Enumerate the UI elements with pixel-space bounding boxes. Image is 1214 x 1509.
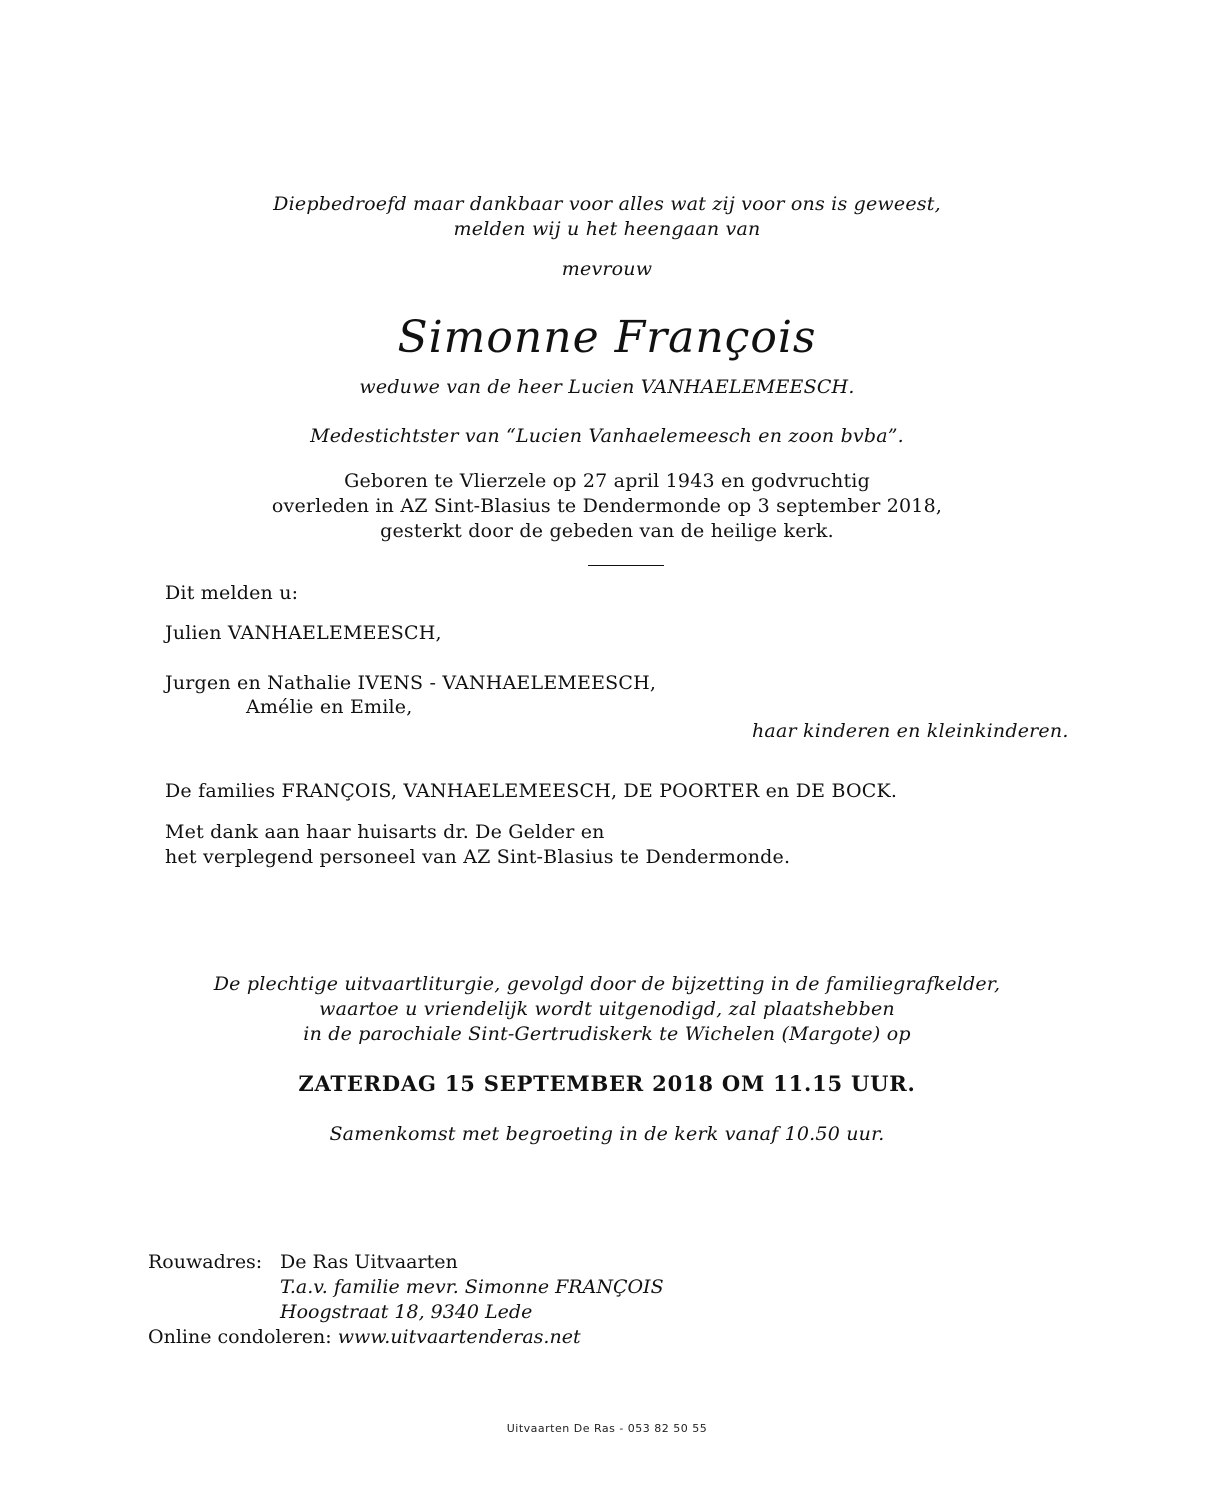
birth-line: Geboren te Vlierzele op 27 april 1943 en godvruchtig <box>344 470 870 492</box>
widow-of: weduwe van de heer Lucien VANHAELEMEESCH. <box>359 376 855 398</box>
ceremony-line-3: in de parochiale Sint-Gertrudiskerk te Wichelen (Margote) op <box>303 1023 911 1045</box>
gathering-note: Samenkomst met begroeting in de kerk vanaf 10.50 uur. <box>329 1123 885 1145</box>
ceremony-datetime: ZATERDAG 15 SEPTEMBER 2018 OM 11.15 UUR. <box>298 1071 916 1096</box>
announcers-heading: Dit melden u: <box>165 582 299 604</box>
announcer-2: Jurgen en Nathalie IVENS - VANHAELEMEESCH, <box>165 672 657 694</box>
cofounder-note: Medestichtster van “Lucien Vanhaelemeesch en zoon bvba”. <box>310 425 904 447</box>
footer-contact: Uitvaarten De Ras - 053 82 50 55 <box>506 1422 708 1435</box>
blessing-line: gesterkt door de gebeden van de heilige kerk. <box>380 520 834 542</box>
section-divider <box>588 565 664 566</box>
ceremony-text <box>0 972 1214 1047</box>
deceased-name: Simonne François <box>397 312 817 363</box>
intro-line-2: melden wij u het heengaan van <box>453 218 761 240</box>
death-line: overleden in AZ Sint-Blasius te Dendermonde op 3 september 2018, <box>271 495 943 517</box>
grandchildren: Amélie en Emile, <box>246 696 413 718</box>
address-line-2: T.a.v. familie mevr. Simonne FRANÇOIS <box>280 1276 664 1298</box>
birth-death-text <box>0 469 1214 544</box>
online-condolence-label: Online condoleren: <box>148 1326 332 1348</box>
relation-note: haar kinderen en kleinkinderen. <box>752 720 1069 742</box>
mourning-address <box>148 1250 664 1350</box>
intro-text <box>0 192 1214 242</box>
address-label: Rouwadres: <box>148 1251 263 1273</box>
address-line-3: Hoogstraat 18, 9340 Lede <box>280 1301 533 1323</box>
ceremony-line-1: De plechtige uitvaartliturgie, gevolgd door de bijzetting in de familiegrafkelder, <box>213 973 1001 995</box>
address-line-1: De Ras Uitvaarten <box>280 1251 458 1273</box>
title-prefix: mevrouw <box>561 258 653 280</box>
thanks-text <box>165 820 790 870</box>
online-condolence-link[interactable]: www.uitvaartenderas.net <box>337 1326 581 1348</box>
intro-line-1: Diepbedroefd maar dankbaar voor alles wat zij voor ons is geweest, <box>273 193 941 215</box>
ceremony-line-2: waartoe u vriendelijk wordt uitgenodigd, zal plaatshebben <box>319 998 895 1020</box>
families: De families FRANÇOIS, VANHAELEMEESCH, DE POORTER en DE BOCK. <box>165 780 898 802</box>
thanks-line-1: Met dank aan haar huisarts dr. De Gelder en <box>165 821 605 843</box>
announcer-1: Julien VANHAELEMEESCH, <box>165 622 442 644</box>
thanks-line-2: het verplegend personeel van AZ Sint-Blasius te Dendermonde. <box>165 846 791 868</box>
